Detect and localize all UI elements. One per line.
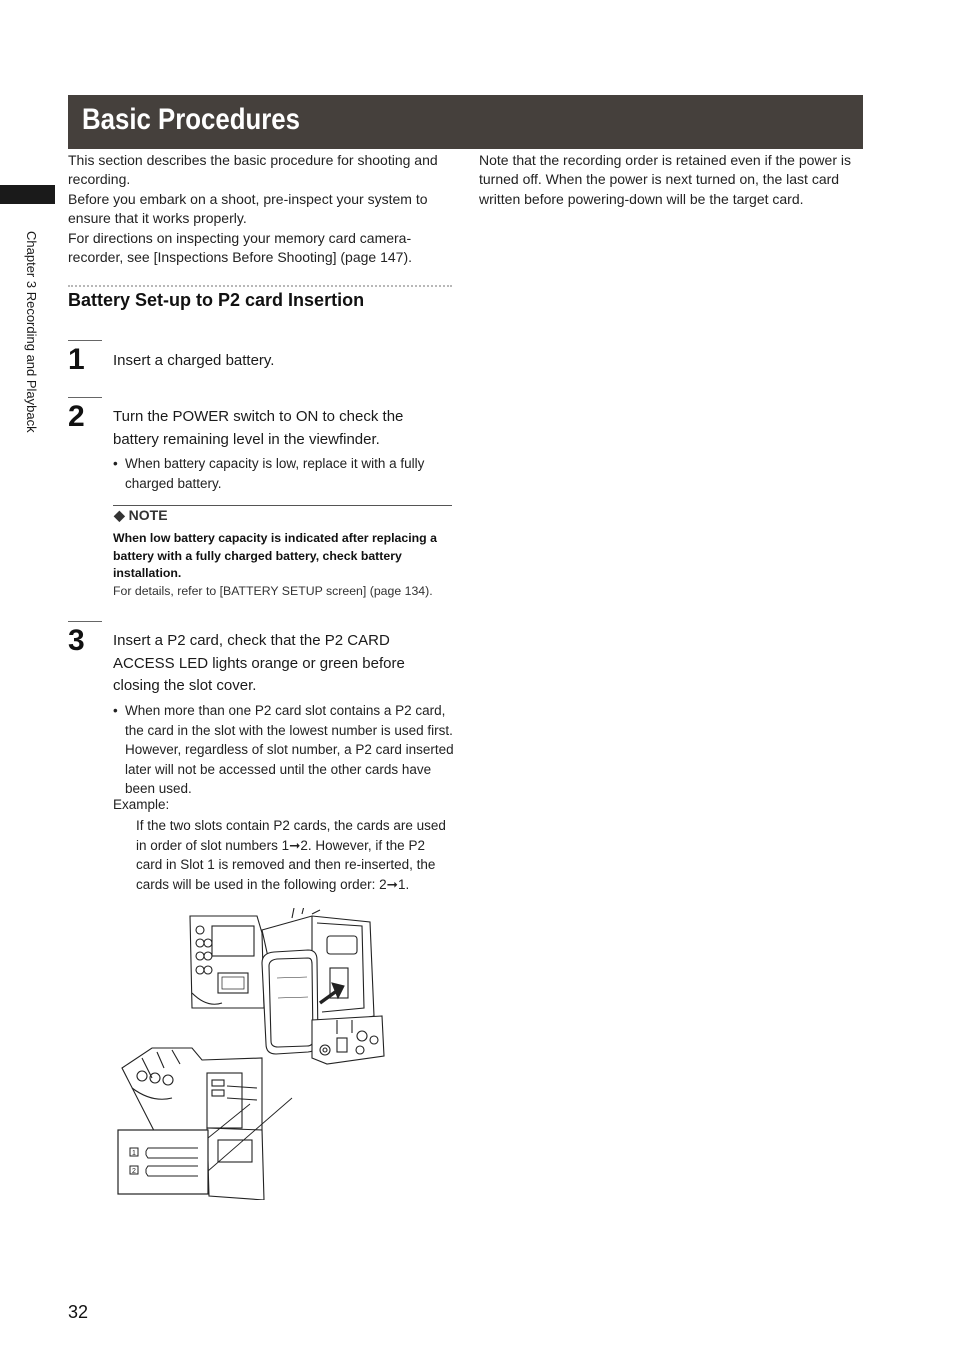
recording-order-note: Note that the recording order is retained even if the power is turned off. When the power is next turned on, the last card written before powering-down will be the target card. [479,152,851,207]
title-bar [68,95,863,149]
note-rule [113,505,452,506]
section-divider [68,285,452,287]
step-2-text: Turn the POWER switch to ON to check the battery remaining level in the viewfinder. [113,408,404,448]
intro-line: For directions on inspecting your memory card camera-recorder, see [Inspections Before Shooting] (page 147). [68,229,412,266]
example-text: If the two slots contain P2 cards, the cards are used in order of slot numbers 1➞2. However, if the P2 card in Slot 1 is removed and then re-inserted, the cards will be used in the following order: 2➞1. [136,818,446,892]
bullet-dot: • [113,456,118,471]
step-2-rule [68,397,102,398]
step-1-number: 1 [68,343,85,376]
section-heading: Battery Set-up to P2 card Insertion [68,290,365,310]
step-2-bullet [113,454,455,493]
step-1-rule [68,340,102,341]
intro-line: Before you embark on a shoot, pre-inspect your system to ensure that it works properly. [68,190,428,227]
example-label: Example: [113,797,170,812]
page-title: Basic Procedures [82,103,300,136]
step-3-text: Insert a P2 card, check that the P2 CARD ACCESS LED lights orange or green before closing the slot cover. [113,632,405,694]
chapter-label: Chapter 3 Recording and Playback [24,231,39,433]
step-2-number: 2 [68,400,85,433]
step-3-number: 3 [68,624,85,657]
note-detail-text: For details, refer to [BATTERY SETUP screen] (page 134). [113,584,433,598]
step-3-rule [68,621,102,622]
slot-2-label: 2 [132,1168,136,1175]
chapter-tab-marker [0,185,55,204]
step-3-bullet-text: When more than one P2 card slot contains a P2 card, the card in the slot with the lowest number is used first. However, regardless of slot number, a P2 card inserted later will not be accessed until the other cards have been used. [125,703,454,796]
step-2-bullet-text: When battery capacity is low, replace it with a fully charged battery. [125,456,425,491]
page-number: 32 [68,1302,89,1322]
camera-recorder-illustration [112,908,392,1200]
note-heading: ◆ NOTE [114,507,168,523]
note-warning-text: When low battery capacity is indicated after replacing a battery with a fully charged battery, check battery installation. [113,531,437,581]
intro-line: This section describes the basic procedure for shooting and recording. [68,152,438,188]
step-1-text: Insert a charged battery. [113,352,275,369]
slot-1-label: 1 [132,1150,136,1157]
step-3-bullet [113,701,455,799]
intro-text [68,151,453,267]
bullet-dot: • [113,703,118,718]
